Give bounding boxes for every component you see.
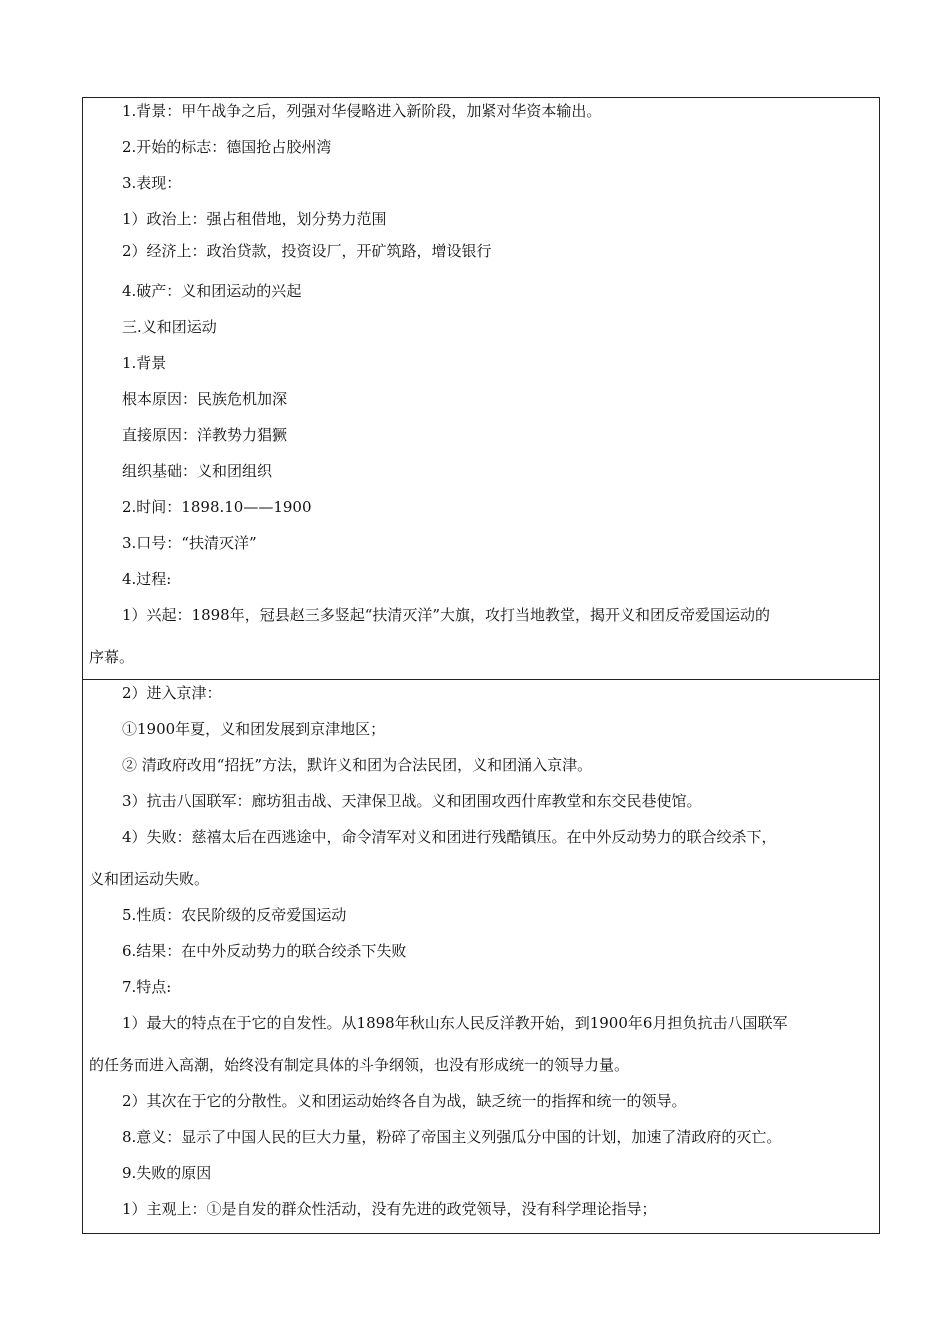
- text-line: 1）政治上：强占租借地，划分势力范围: [122, 210, 387, 228]
- text-line: 1.背景：甲午战争之后，列强对华侵略进入新阶段，加紧对华资本输出。: [122, 102, 602, 120]
- text-line: 3.表现：: [122, 174, 182, 192]
- text-line: 1）兴起：1898年，冠县赵三多竖起“扶清灭洋”大旗，攻打当地教堂，揭开义和团反帝爱国运动的: [122, 606, 771, 624]
- text-line: 4.过程:: [122, 570, 172, 588]
- text-line: 1.背景: [122, 354, 167, 372]
- text-line: 义和团运动失败。: [89, 870, 210, 888]
- text-line: ② 清政府改用“招抚”方法，默许义和团为合法民团，义和团涌入京津。: [122, 756, 593, 774]
- table-cell-lower: [82, 679, 880, 1234]
- text-line: 的任务而进入高潮，始终没有制定具体的斗争纲领，也没有形成统一的领导力量。: [89, 1056, 630, 1074]
- text-line: 9.失败的原因: [122, 1164, 212, 1182]
- text-line: 4）失败：慈禧太后在西逃途中，命令清军对义和团进行残酷镇压。在中外反动势力的联合绞杀下，: [122, 828, 777, 846]
- table-cell-upper: [82, 97, 880, 680]
- text-line: 7.特点:: [122, 978, 172, 996]
- text-line: 序幕。: [89, 648, 135, 666]
- text-line: 根本原因：民族危机加深: [122, 390, 288, 408]
- text-line: 2）进入京津：: [122, 684, 222, 702]
- text-line: 3）抗击八国联军：廊坊狙击战、天津保卫战。义和团围攻西什库教堂和东交民巷使馆。: [122, 792, 702, 810]
- text-line: 5.性质：农民阶级的反帝爱国运动: [122, 906, 347, 924]
- text-line: ①1900年夏，义和团发展到京津地区；: [122, 720, 386, 738]
- text-line: 直接原因：洋教势力猖獗: [122, 426, 288, 444]
- text-line: 4.破产：义和团运动的兴起: [122, 282, 302, 300]
- text-line: 1）主观上：①是自发的群众性活动，没有先进的政党领导，没有科学理论指导；: [122, 1200, 657, 1218]
- text-line: 3.口号：“扶清灭洋”: [122, 534, 257, 552]
- text-line: 组织基础：义和团组织: [122, 462, 273, 480]
- text-line: 8.意义：显示了中国人民的巨大力量，粉碎了帝国主义列强瓜分中国的计划，加速了清政府的灭亡。: [122, 1128, 782, 1146]
- text-line: 1）最大的特点在于它的自发性。从1898年秋山东人民反洋教开始，到1900年6月担负抗击八国联军: [122, 1014, 788, 1032]
- text-line: 2.时间：1898.10——1900: [122, 498, 312, 516]
- text-line: 2）其次在于它的分散性。义和团运动始终各自为战，缺乏统一的指挥和统一的领导。: [122, 1092, 687, 1110]
- text-line: 2）经济上：政治贷款，投资设厂，开矿筑路，增设银行: [122, 242, 492, 260]
- text-line: 6.结果：在中外反动势力的联合绞杀下失败: [122, 942, 407, 960]
- text-line: 2.开始的标志：德国抢占胶州湾: [122, 138, 332, 156]
- section-heading: 三.义和团运动: [122, 318, 217, 336]
